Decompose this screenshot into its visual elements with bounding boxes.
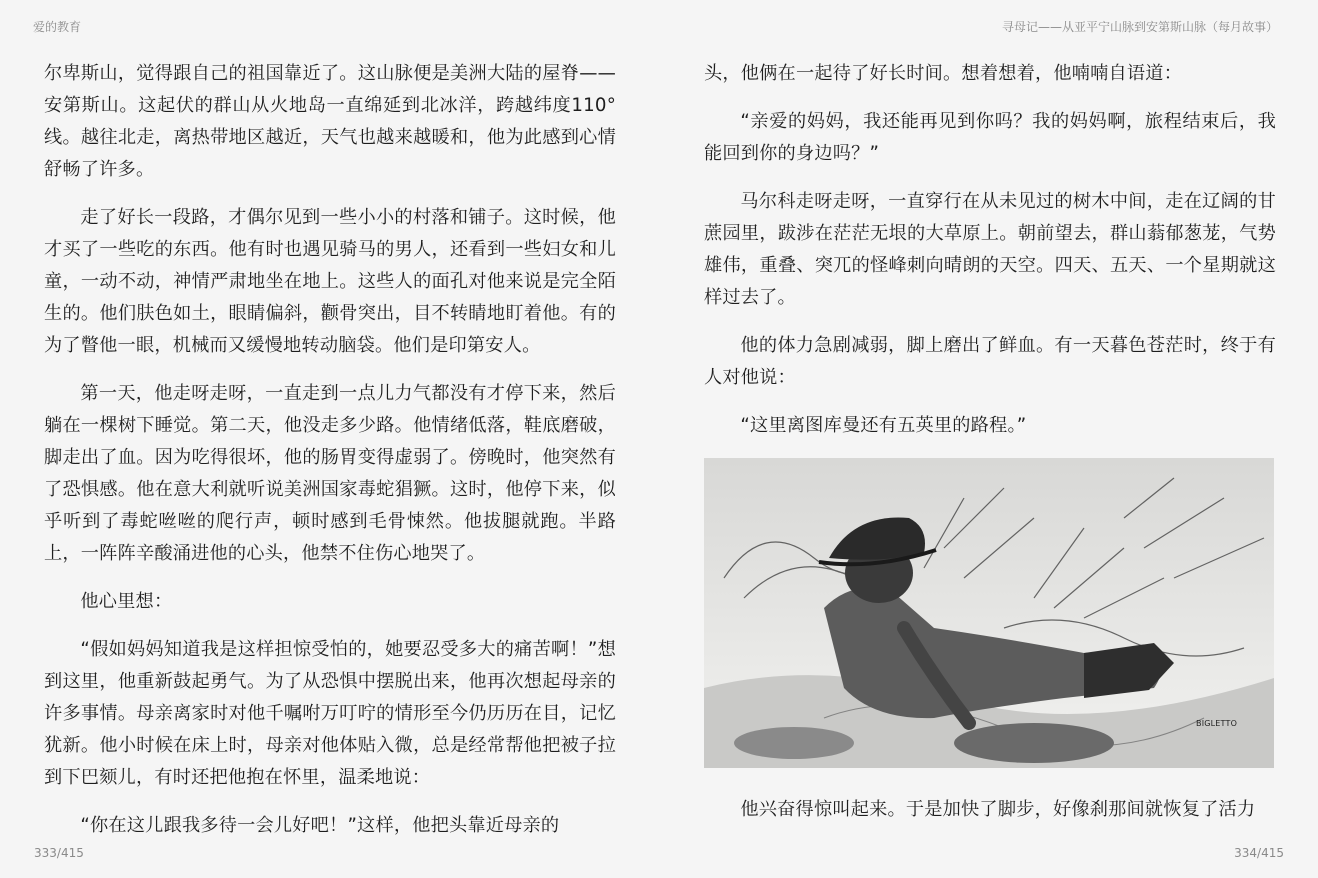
paragraph: “这里离图库曼还有五英里的路程。”: [740, 415, 1027, 436]
book-title: 爱的教育: [33, 20, 82, 34]
paragraph: 他的体力急剧减弱，脚上磨出了鲜血。有一天暮色苍茫时，终于有人对他说：: [704, 335, 1276, 388]
illustration-signature: BIGLETTO: [1196, 719, 1238, 728]
chapter-title: 寻母记——从亚平宁山脉到安第斯山脉（每月故事）: [1001, 20, 1278, 34]
page-number-left: 333/415: [34, 846, 84, 860]
paragraph: 他心里想：: [80, 591, 173, 612]
paragraph: “假如妈妈知道我是这样担惊受怕的，她要忍受多大的痛苦啊！”想到这里，他重新鼓起勇气。为了从恐惧中摆脱出来，他再次想起母亲的许多事情。母亲离家时对他千嘱咐万叮咛的情形至今仍历历在目，记忆犹新。他小时候在床上时，母亲对他体贴入微，总是经常帮他把被子拉到下巴颏儿，有时还把他抱在怀里，温柔地说：: [44, 639, 616, 788]
paragraph: “亲爱的妈妈，我还能再见到你吗？我的妈妈啊，旅程结束后，我能回到你的身边吗？”: [704, 111, 1276, 164]
paragraph: 他兴奋得惊叫起来。于是加快了脚步，好像刹那间就恢复了活力: [740, 799, 1256, 820]
paragraph: 头，他俩在一起待了好长时间。想着想着，他喃喃自语道：: [704, 63, 1183, 84]
left-page: [44, 58, 616, 858]
paragraph: 尔卑斯山，觉得跟自己的祖国靠近了。这山脉便是美洲大陆的屋脊——安第斯山。这起伏的群山从火地岛一直绵延到北冰洋，跨越纬度110°线。越往北走，离热带地区越近，天气也越来越暖和，他为此感到心情舒畅了许多。: [44, 63, 616, 180]
page-number-right: 334/415: [1234, 846, 1284, 860]
paragraph: 第一天，他走呀走呀，一直走到一点儿力气都没有才停下来，然后躺在一棵树下睡觉。第二天，他没走多少路。他情绪低落，鞋底磨破，脚走出了血。因为吃得很坏，他的肠胃变得虚弱了。傍晚时，他突然有了恐惧感。他在意大利就听说美洲国家毒蛇猖獗。这时，他停下来，似乎听到了毒蛇咝咝的爬行声，顿时感到毛骨悚然。他拔腿就跑。半路上，一阵阵辛酸涌进他的心头，他禁不住伤心地哭了。: [44, 383, 616, 564]
right-page: [704, 58, 1276, 842]
paragraph: 马尔科走呀走呀，一直穿行在从未见过的树木中间，走在辽阔的甘蔗园里，跋涉在茫茫无垠的大草原上。朝前望去，群山蓊郁葱茏，气势雄伟，重叠、突兀的怪峰刺向晴朗的天空。四天、五天、一个星期就这样过去了。: [704, 191, 1276, 308]
illustration-boy-resting: [704, 458, 1274, 768]
illustration-drawing: [704, 458, 1274, 768]
paragraph: 走了好长一段路，才偶尔见到一些小小的村落和铺子。这时候，他才买了一些吃的东西。他有时也遇见骑马的男人，还看到一些妇女和儿童，一动不动，神情严肃地坐在地上。这些人的面孔对他来说是完全陌生的。他们肤色如土，眼睛偏斜，颧骨突出，目不转睛地盯着他。有的为了瞥他一眼，机械而又缓慢地转动脑袋。他们是印第安人。: [44, 207, 616, 356]
paragraph: “你在这儿跟我多待一会儿好吧！”这样，他把头靠近母亲的: [80, 815, 560, 836]
